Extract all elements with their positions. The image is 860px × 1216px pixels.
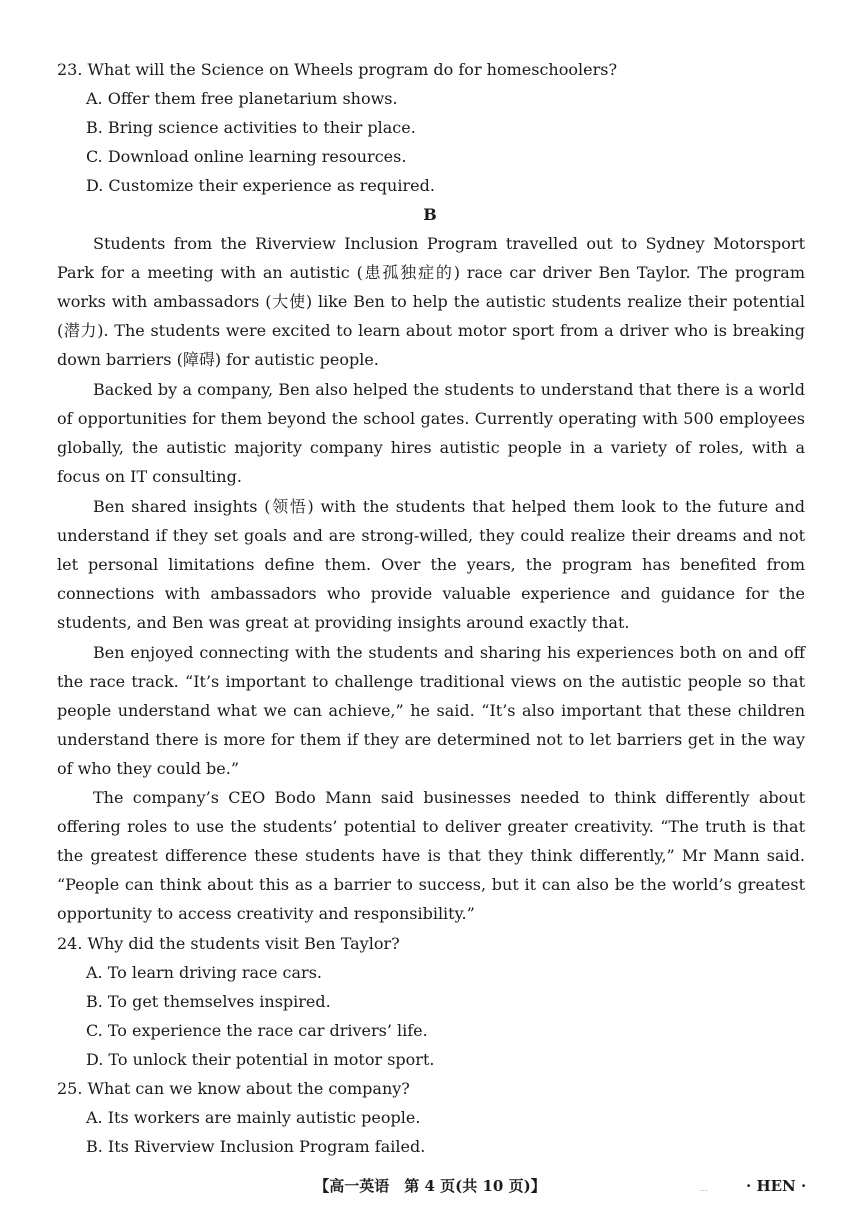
question-23-option-b: B. Bring science activities to their place. bbox=[86, 118, 416, 137]
question-23-option-a: A. Offer them free planetarium shows. bbox=[86, 89, 398, 108]
question-25-option-a: A. Its workers are mainly autistic people. bbox=[86, 1108, 421, 1127]
page-footer: 【高一英语 第 4 页(共 10 页)】 bbox=[314, 1177, 546, 1195]
question-23-option-c: C. Download online learning resources. bbox=[86, 147, 407, 166]
question-24-option-a: A. To learn driving race cars. bbox=[86, 963, 322, 982]
passage-paragraph-2: Backed by a company, Ben also helped the students to understand that there is a world of opportunities for them beyond the school gates. Currently operating with 500 employees globally, the autistic majority company hires autistic people in a variety of roles, with a focus on IT consulting. bbox=[57, 380, 805, 487]
question-24-option-d: D. To unlock their potential in motor sport. bbox=[86, 1050, 435, 1069]
footer-dots: ... bbox=[700, 1184, 708, 1193]
question-23-option-d: D. Customize their experience as required. bbox=[86, 176, 435, 195]
question-24-option-b: B. To get themselves inspired. bbox=[86, 992, 331, 1011]
question-23-stem: 23. What will the Science on Wheels program do for homeschoolers? bbox=[57, 60, 618, 79]
passage-paragraph-1: Students from the Riverview Inclusion Program travelled out to Sydney Motorsport Park for a meeting with an autistic (患孤独症的) race car driver Ben Taylor. The program works with ambassadors (大使) like Ben to help the autistic students realize their potential (潜力). The students were excited to learn about motor sport from a driver who is breaking down barriers (障碍) for autistic people. bbox=[57, 234, 805, 370]
question-24-option-c: C. To experience the race car drivers’ life. bbox=[86, 1021, 428, 1040]
passage-paragraph-3: Ben shared insights (领悟) with the students that helped them look to the future and understand if they set goals and are strong-willed, they could realize their dreams and not let personal limitations define them. Over the years, the program has benefited from connections with ambassadors who provide valuable experience and guidance for the students, and Ben was great at providing insights around exactly that. bbox=[57, 497, 805, 633]
question-24-stem: 24. Why did the students visit Ben Taylor? bbox=[57, 934, 400, 953]
question-25-stem: 25. What can we know about the company? bbox=[57, 1079, 410, 1098]
question-25-option-b: B. Its Riverview Inclusion Program failed. bbox=[86, 1137, 426, 1156]
passage-paragraph-4: Ben enjoyed connecting with the students and sharing his experiences both on and off the race track. “It’s important to challenge traditional views on the autistic people so that people understand what we can achieve,” he said. “It’s also important that these children understand there is more for them if they are determined not to let barriers get in the way of who they could be.” bbox=[57, 643, 805, 779]
passage-paragraph-5: The company’s CEO Bodo Mann said businesses needed to think differently about offering roles to use the students’ potential to deliver greater creativity. “The truth is that the greatest difference these students have is that they think differently,” Mr Mann said. “People can think about this as a barrier to success, but it can also be the world’s greatest opportunity to access creativity and responsibility.” bbox=[57, 788, 805, 924]
exam-code: · HEN · bbox=[746, 1177, 807, 1195]
section-b-heading: B bbox=[423, 205, 437, 224]
